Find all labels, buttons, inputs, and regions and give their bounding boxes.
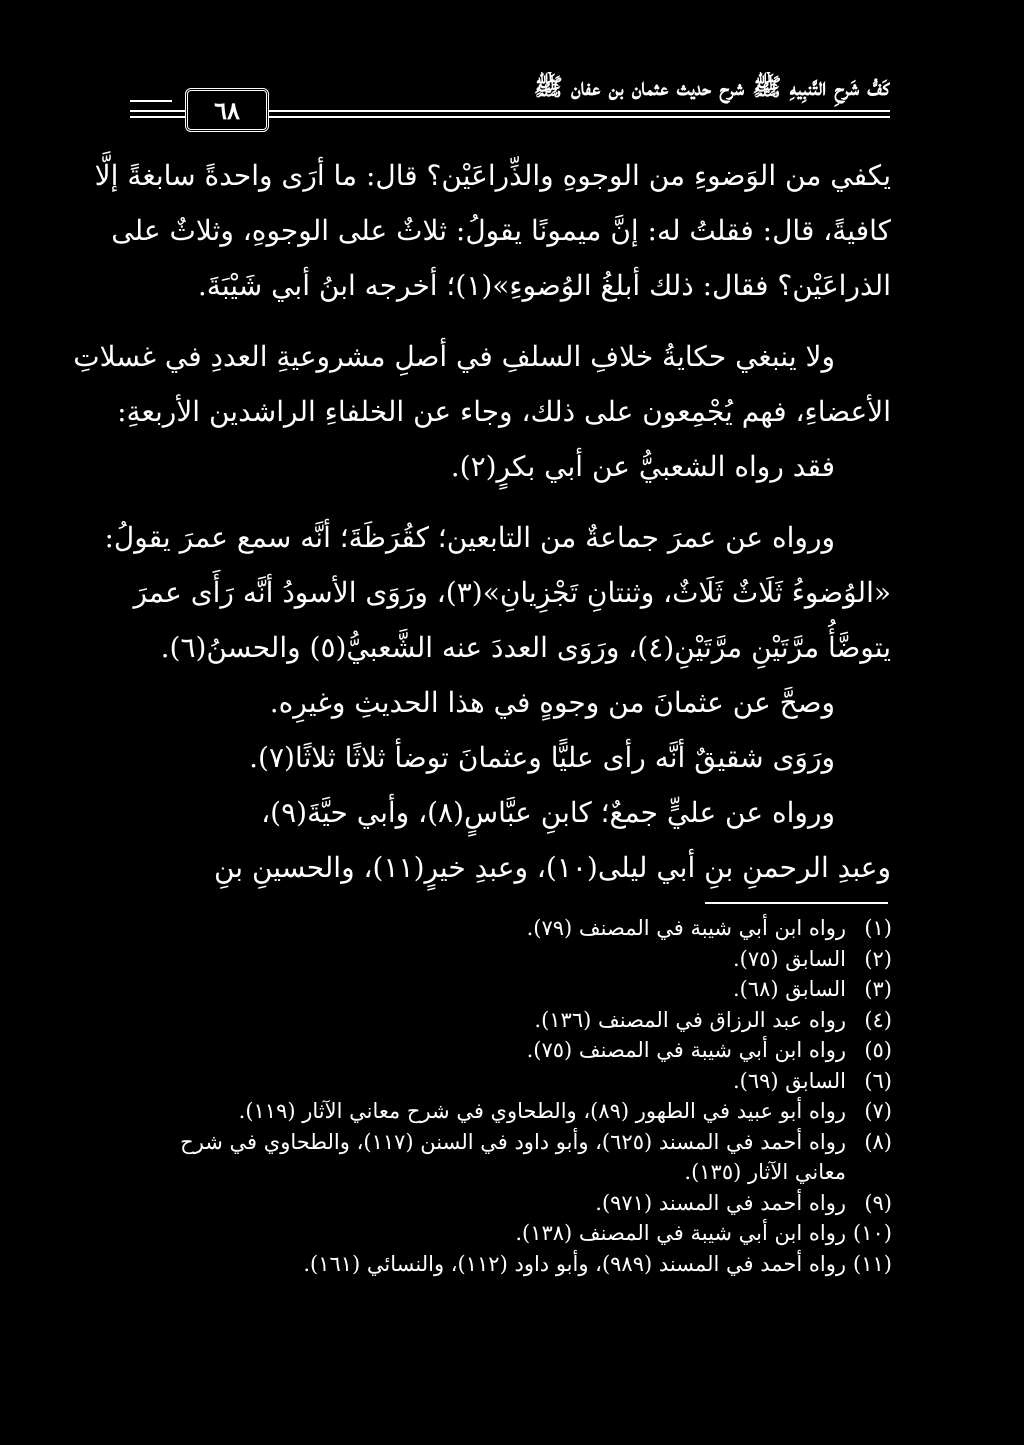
- footnote: [130, 1096, 892, 1127]
- footnote-text: السابق (٧٥).: [732, 946, 846, 971]
- text-line: الأعضاءِ، فهم يُجْمِعون على ذلك، وجاء عن الخلفاءِ الراشدين الأربعةِ:: [117, 395, 891, 428]
- header-dash: [130, 110, 172, 112]
- footnote-text: السابق (٦٩).: [732, 1068, 846, 1093]
- footnote-text: رواه عبد الرزاق في المصنف (١٣٦).: [534, 1007, 846, 1032]
- footnote: [130, 1005, 892, 1036]
- footnote-number: (٦): [864, 1068, 892, 1093]
- text-line: يتوضَّأُ مرَّتَيْنِ مرَّتَيْنِ(٤)، ورَوَى العددَ عنه الشَّعبيُّ(٥) والحسنُ(٦).: [160, 631, 891, 664]
- page-number: ٦٨: [214, 95, 240, 125]
- footnote-text: رواه أبو عبيد في الطهور (٨٩)، والطحاوي في شرح معاني الآثار (١١٩).: [238, 1099, 846, 1123]
- text-line: ورَوَى شقيقٌ أنَّه رأى عليًّا وعثمانَ توضأ ثلاثًا ثلاثًا(٧).: [249, 741, 835, 774]
- text-line: «الوُضوءُ ثَلَاثٌ ثَلَاثٌ، وثنتانِ تَجْزِيانِ»(٣)، ورَوَى الأسودُ أنَّه رَأَى عمرَ: [133, 576, 891, 609]
- footnote: [130, 1127, 892, 1158]
- paragraph: [73, 329, 891, 494]
- text-line: الذراعَيْن؟ فقال: ذلك أبلغُ الوُضوءِ»(١)؛ أخرجه ابنُ أبي شَيْبَةَ.: [197, 269, 891, 302]
- footnote: [130, 1188, 892, 1219]
- text-line: يكفي من الوَضوءِ من الوجوهِ والذِّراعَيْن؟ قال: ما أرَى واحدةً سابغةً إلَّا: [94, 159, 891, 192]
- footnote: [130, 974, 892, 1005]
- text-line: وعبدِ الرحمنِ بنِ أبي ليلى(١٠)، وعبدِ خيرٍ(١١)، والحسينِ بنِ: [213, 851, 891, 884]
- header-dash: [130, 100, 172, 102]
- text-line: فقد رواه الشعبيُّ عن أبي بكرٍ(٢).: [450, 450, 835, 483]
- footnote-text: رواه أحمد في المسند (٩٧١).: [595, 1190, 846, 1215]
- main-text: [73, 148, 891, 895]
- footnote-text: رواه ابن أبي شيبة في المصنف (١٣٨).: [515, 1221, 846, 1245]
- footnote-number: (١): [864, 916, 892, 940]
- footnote: [130, 1218, 892, 1249]
- footnote-number: (٤): [864, 1007, 892, 1032]
- footnote-number: (١٠): [853, 1221, 892, 1245]
- paragraph: [104, 510, 891, 895]
- text-line: ولا ينبغي حكايةُ خلافِ السلفِ في أصلِ مشروعيةِ العددِ في غسلاتِ: [73, 340, 835, 373]
- footnote-text: السابق (٦٨).: [732, 977, 846, 1001]
- text-line: ورواه عن عليٍّ جمعٌ؛ كابنِ عبَّاسٍ(٨)، وأبي حيَّةَ(٩)،: [261, 796, 835, 829]
- footnote-number: (٨): [864, 1129, 892, 1154]
- footnote-number: (٣): [864, 977, 892, 1001]
- running-title: كَفُّ شَرحِ التَّنبِيهِ ﷺ شرح حديث عثمان بن عفان ﷺ: [533, 72, 890, 101]
- footnote-number: (٧): [864, 1099, 892, 1123]
- footnote: [130, 1035, 892, 1066]
- footnote-number: (٢): [864, 946, 892, 971]
- text-line: ورواه عن عمرَ جماعةٌ من التابعين؛ كقُرَظَةَ؛ أنَّه سمع عمرَ يقولُ:: [104, 521, 835, 554]
- footnote-text: رواه أحمد في المسند (٩٨٩)، وأبو داود (١١٢)، والنسائي (١٦١).: [303, 1251, 846, 1276]
- page-number-badge: [185, 88, 269, 132]
- footnote: [130, 1066, 892, 1097]
- page-header: [130, 70, 890, 130]
- footnote: [130, 913, 892, 944]
- footnote-text: رواه أحمد في المسند (٦٢٥)، وأبو داود في السنن (١١٧)، والطحاوي في شرح: [180, 1129, 846, 1154]
- footnote-number: (١١): [853, 1251, 892, 1276]
- text-line: وصحَّ عن عثمانَ من وجوهٍ في هذا الحديثِ وغيرِه.: [269, 686, 835, 719]
- footnotes: [130, 913, 892, 1279]
- footnote: [130, 944, 892, 975]
- footnote: [130, 1249, 892, 1280]
- footnote-number: (٩): [864, 1190, 892, 1215]
- footnote-continuation: معاني الآثار (١٣٥).: [684, 1160, 846, 1184]
- footnote-divider: [705, 902, 888, 904]
- footnote-text: رواه ابن أبي شيبة في المصنف (٧٥).: [526, 1038, 846, 1062]
- paragraph: [94, 148, 891, 313]
- footnote-text: رواه ابن أبي شيبة في المصنف (٧٩).: [526, 916, 846, 940]
- footnote-number: (٥): [864, 1038, 892, 1062]
- text-line: كافيةً، قال: فقلتُ له: إنَّ ميمونًا يقولُ: ثلاثٌ على الوجوهِ، وثلاثٌ على: [111, 214, 891, 247]
